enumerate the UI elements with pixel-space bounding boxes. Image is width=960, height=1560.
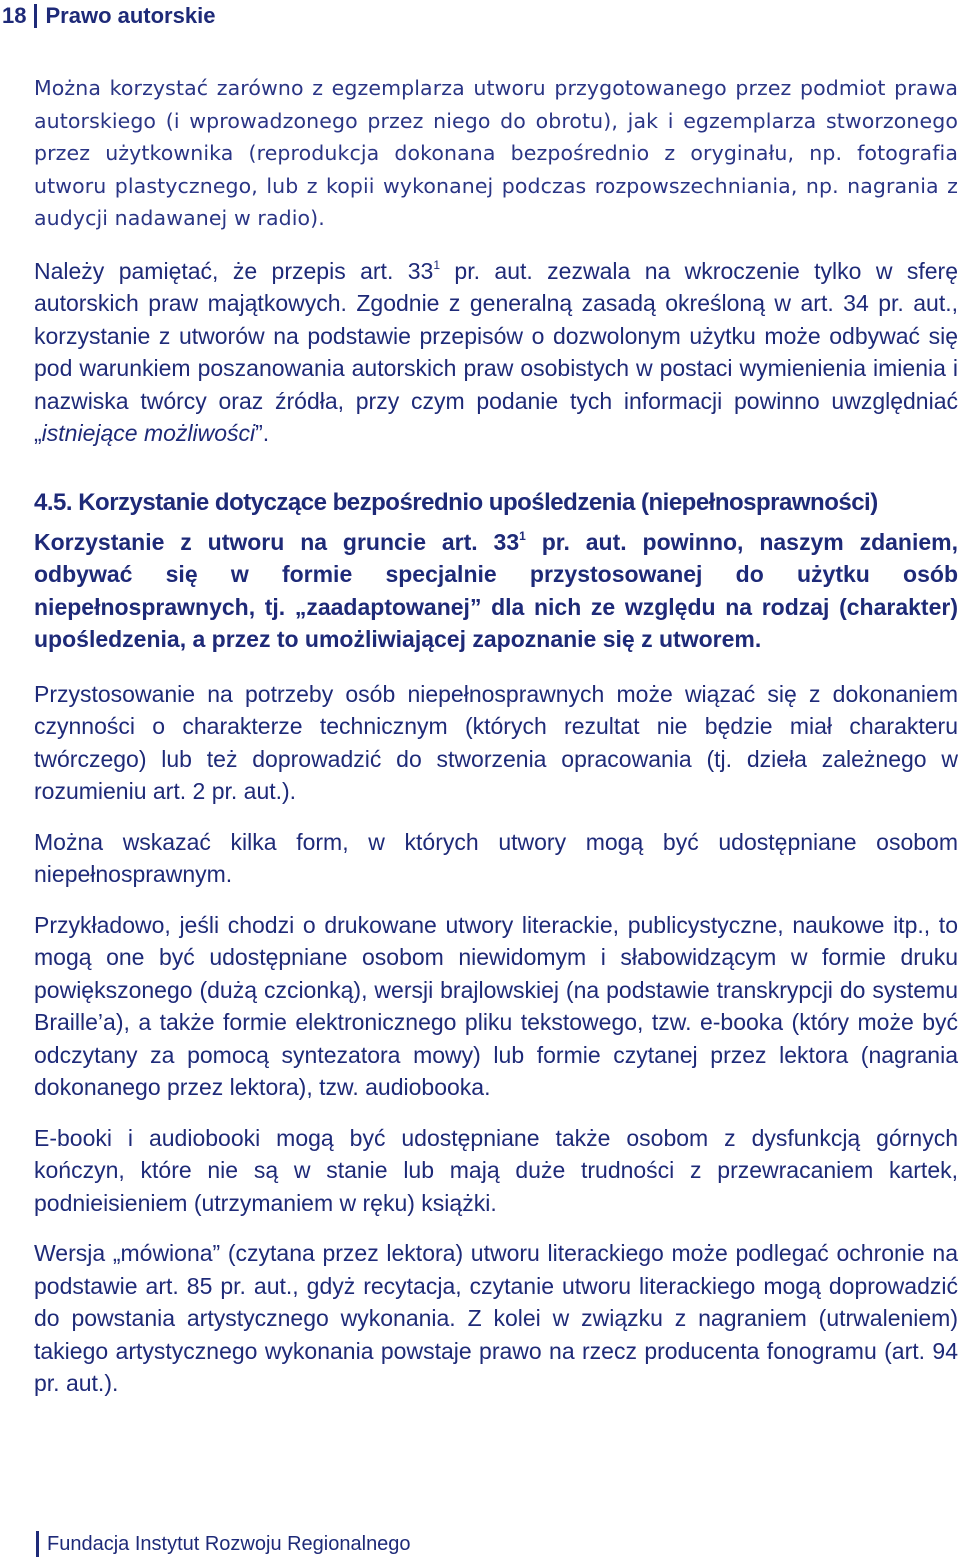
page-header	[0, 0, 215, 32]
page-number: 18	[2, 3, 27, 28]
bold-paragraph-text-a: Korzystanie z utworu na gruncie art. 33	[34, 528, 520, 555]
paragraph-7: E-booki i audiobooki mogą być udostępniane także osobom z dysfunkcją górnych kończyn, które nie są w stanie lub mają duże trudności z przewracaniem kartek, podnieisieniem (utrzymaniem w ręku) książki.	[34, 1124, 958, 1216]
bold-paragraph	[34, 526, 958, 656]
paragraph-2-text-c: ”.	[255, 420, 270, 446]
italic-phrase: istniejące możliwości	[41, 420, 256, 446]
paragraph-8: Wersja „mówiona” (czytana przez lektora) utworu literackiego może podlegać ochronie na podstawie art. 85 pr. aut., gdyż recytacja, czytanie utworu literackiego mogą doprowadzić do powstania artystycznego wykonania. Z kolei w związku z nagraniem (utrwaleniem) takiego artystycznego wykonania powstaje prawo na rzecz producenta fonogramu (art. 94 pr. aut.).	[34, 1240, 958, 1396]
paragraph-6: Przykładowo, jeśli chodzi o drukowane utwory literackie, publicystyczne, naukowe itp., to mogą one być udostępniane osobom niewidomym i słabowidzącym w formie druku powiększonego (dużą czcionką), wersji brajlowskiej (na podstawie transkrypcji do systemu Braille’a), a także formie elektronicznego pliku tekstowego, tzw. e-booka (który może być odczytany za pomocą syntezatora mowy) lub formie czytanej przez lektora (nagrania dokonanego przez lektora), tzw. audiobooka.	[34, 911, 958, 1100]
running-title: Prawo autorskie	[45, 3, 216, 28]
header-divider	[34, 4, 37, 28]
footer-text: Fundacja Instytut Rozwoju Regionalnego	[47, 1532, 411, 1555]
footer-divider	[36, 1531, 39, 1557]
page-content	[34, 72, 958, 1400]
paragraph-5: Można wskazać kilka form, w których utwory mogą być udostępniane osobom niepełnosprawnym.	[34, 828, 958, 887]
bold-paragraph-text-b: pr. aut. powinno, naszym zdaniem, odbywać się w formie specjalnie przystosowanej do użytku osób niepełnosprawnych, tj. „zaadaptowanej” dla nich ze względu na rodzaj (charakter) upośledzenia, a przez to umożliwiającej zapoznanie się z utworem.	[34, 528, 959, 652]
superscript: 1	[519, 528, 526, 543]
paragraph-2-text-b: pr. aut. zezwala na wkroczenie tylko w sferę autorskich praw majątkowych. Zgodnie z generalną zasadą określoną w art. 34 pr. aut., korzystanie z utworów na podstawie przepisów o dozwolonym użytku może odbywać się pod warunkiem poszanowania autorskich praw osobistych w postaci wymienienia imienia i nazwiska twórcy oraz źródła, przy czym podanie tych informacji powinno uwzględniać „	[34, 257, 959, 446]
paragraph-2-text-a: Należy pamiętać, że przepis art. 33	[34, 257, 434, 284]
superscript: 1	[433, 257, 441, 272]
section-heading: 4.5. Korzystanie dotyczące bezpośrednio upośledzenia (niepełnosprawności)	[34, 488, 878, 516]
paragraph-1: Można korzystać zarówno z egzemplarza utworu przygotowanego przez podmiot prawa autorskiego (i wprowadzonego przez niego do obrotu), jak i egzemplarza stworzonego przez użytkownika (reprodukcja dokonana bezpośrednio z oryginału, np. fotografia utworu plastycznego, lub z kopii wykonanej podczas rozpowszechniania, np. nagrania z audycji nadawanej w radio).	[34, 76, 958, 230]
paragraph-2	[34, 255, 958, 450]
page-footer	[36, 1528, 411, 1560]
paragraph-4: Przystosowanie na potrzeby osób niepełnosprawnych może wiązać się z dokonaniem czynności o charakterze technicznym (których rezultat nie będzie miał charakteru twórczego) lub też doprowadzić do stworzenia opracowania (tj. dzieła zależnego w rozumieniu art. 2 pr. aut.).	[34, 680, 958, 804]
